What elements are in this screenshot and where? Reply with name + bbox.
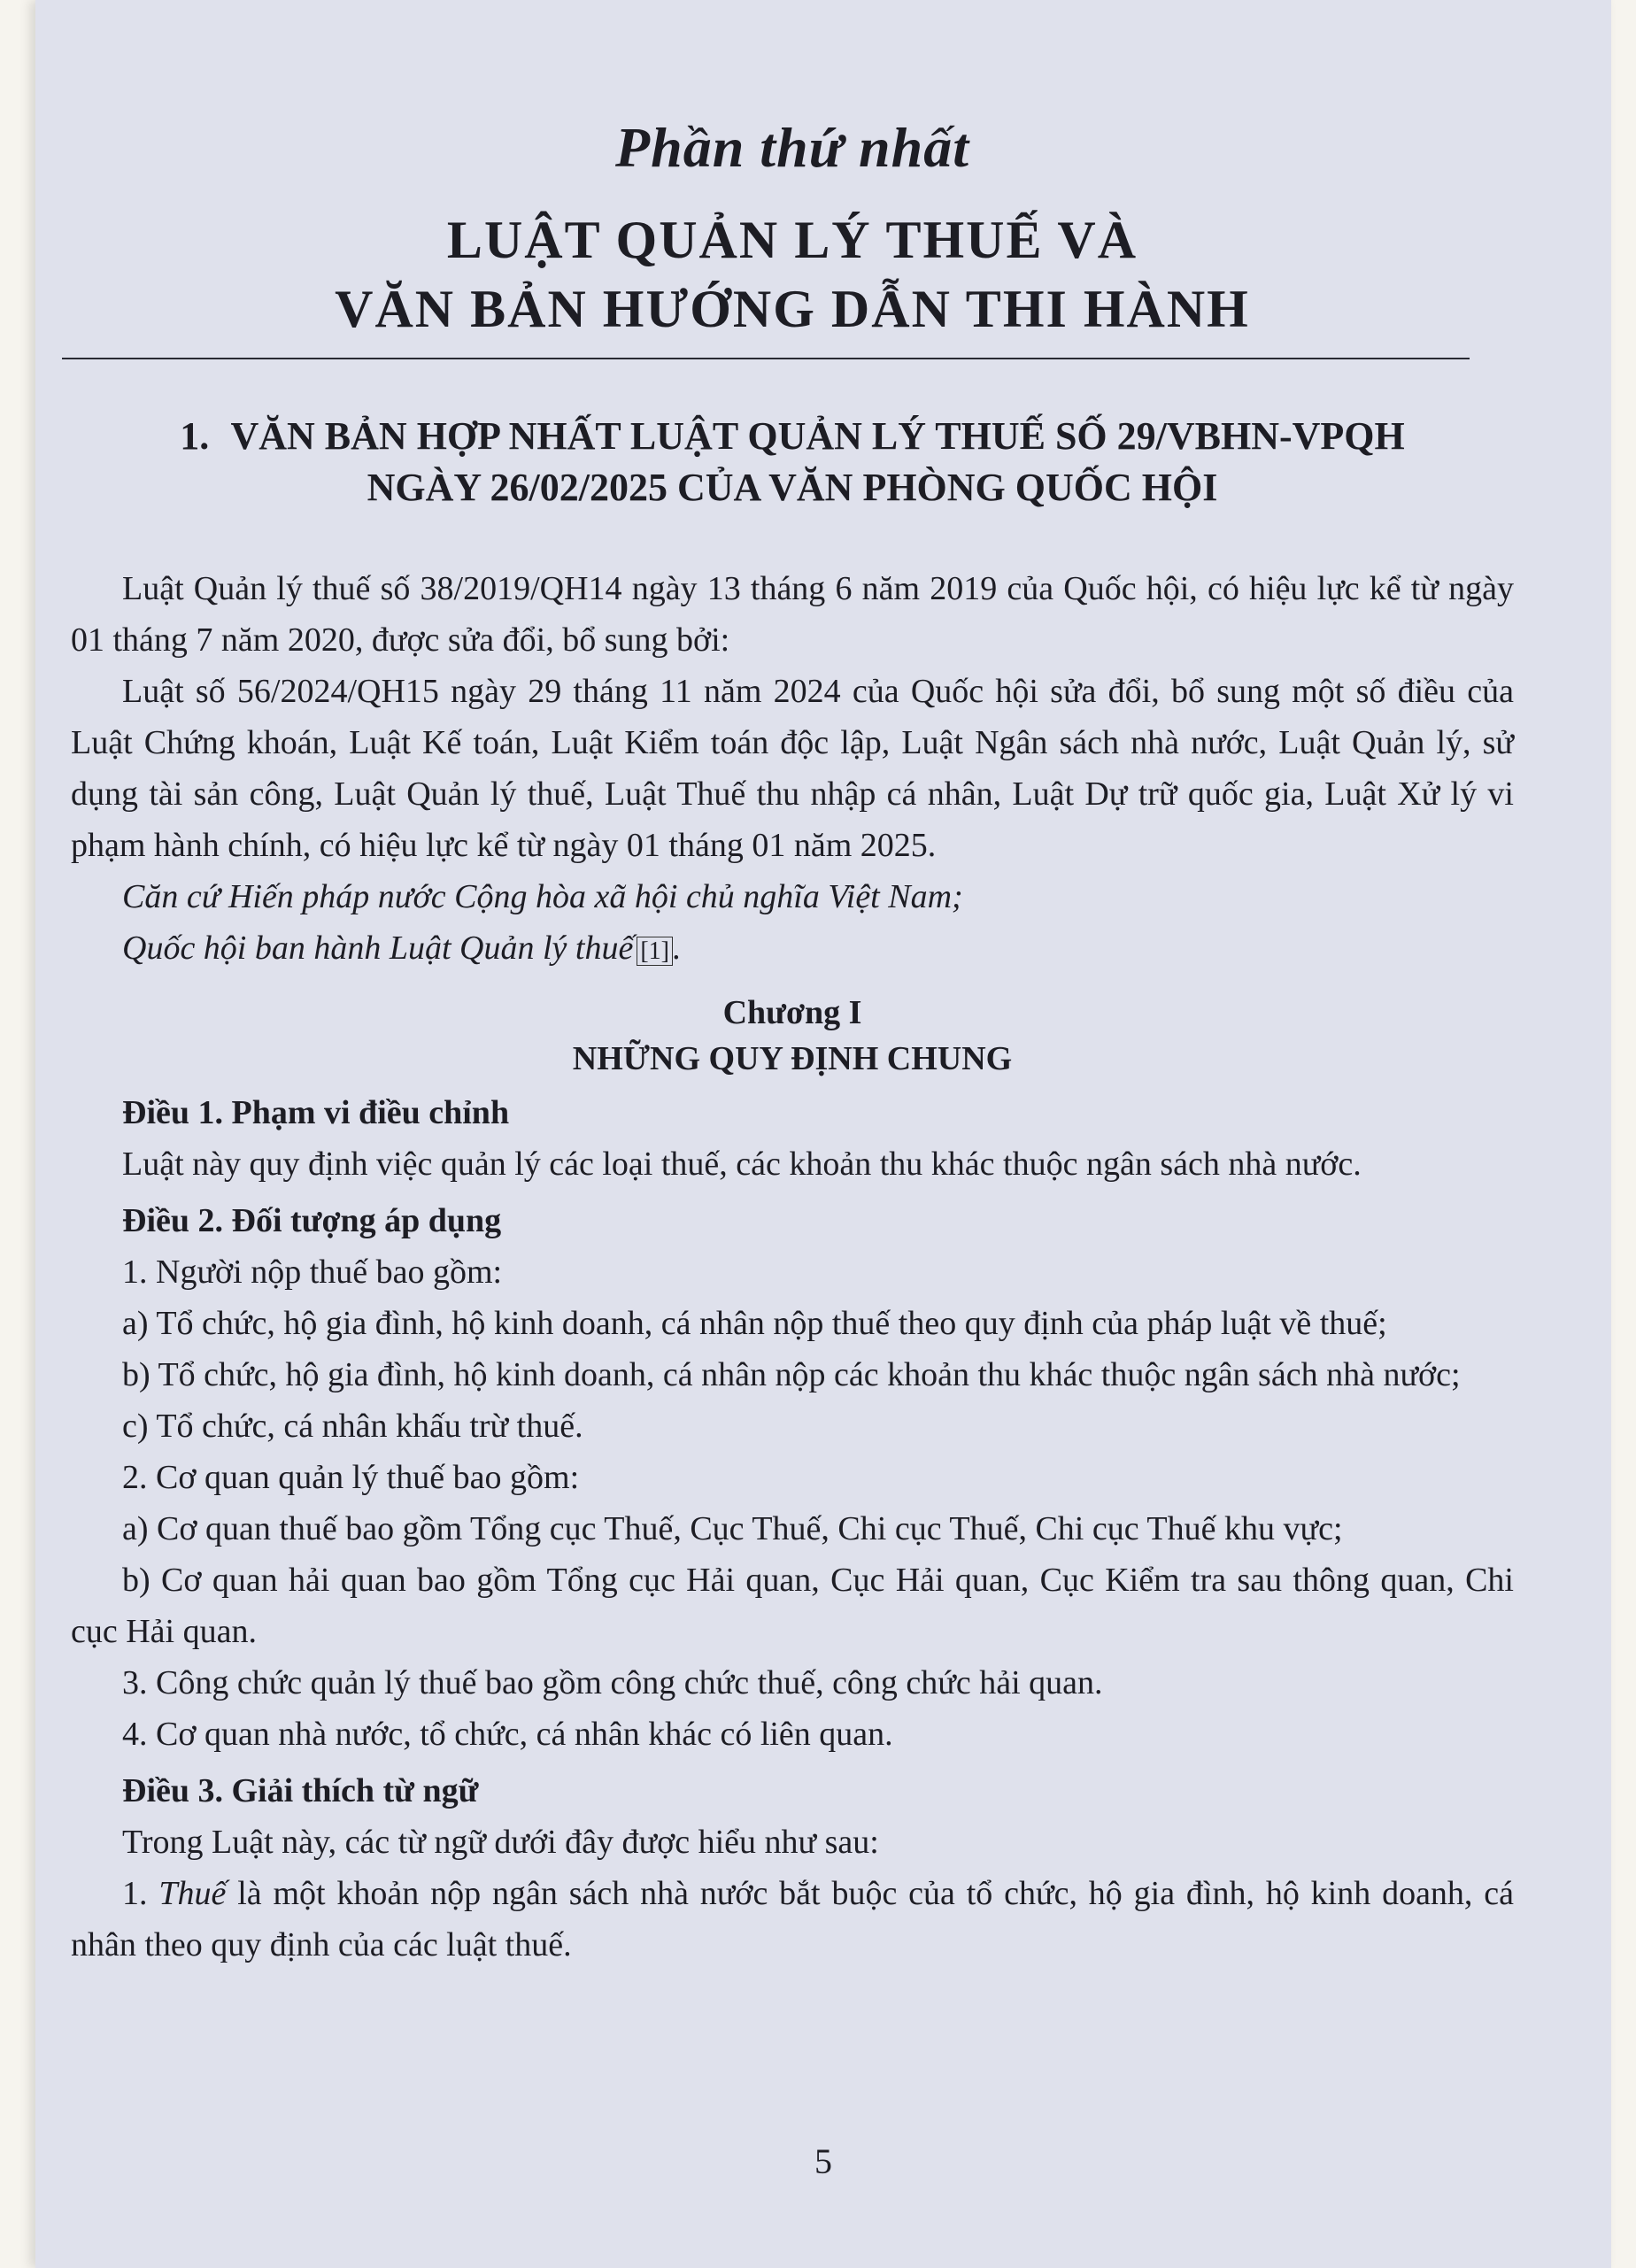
title-divider [62,358,1470,359]
article-2-item: 3. Công chức quản lý thuế bao gồm công chức thuế, công chức hải quan. [122,1664,1103,1701]
item-number: 1. [122,1875,159,1912]
article-3-intro: Trong Luật này, các từ ngữ dưới đây được hiểu như sau: [122,1824,879,1861]
article-1-heading: Điều 1. Phạm vi điều chỉnh [122,1094,510,1131]
article-3-heading: Điều 3. Giải thích từ ngữ [122,1772,479,1809]
article-2-item: 4. Cơ quan nhà nước, tổ chức, cá nhân khác có liên quan. [122,1716,893,1753]
book-title-line1: LUẬT QUẢN LÝ THUẾ VÀ [446,211,1138,269]
footnote-ref[interactable]: [1] [637,937,673,966]
article-1-text: Luật này quy định việc quản lý các loại thuế, các khoản thu khác thuộc ngân sách nhà nước. [122,1146,1362,1183]
page-number: 5 [814,2141,832,2181]
book-title-line2: VĂN BẢN HƯỚNG DẪN THI HÀNH [335,280,1250,338]
document-title-line2: NGÀY 26/02/2025 CỦA VĂN PHÒNG QUỐC HỘI [367,466,1218,509]
article-2-item: b) Cơ quan hải quan bao gồm Tổng cục Hải quan, Cục Hải quan, Cục Kiểm tra sau thông quan, Chi cục Hải quan. [71,1562,1514,1650]
page-content [71,115,1514,1971]
enactment-line [71,922,1514,977]
article-2-heading: Điều 2. Đối tượng áp dụng [122,1202,502,1239]
part-title: Phần thứ nhất [615,116,969,179]
body-text [71,563,1514,1971]
enactment-text: Quốc hội ban hành Luật Quản lý thuế [122,930,634,967]
book-page [35,0,1611,2268]
intro-paragraph-1: Luật Quản lý thuế số 38/2019/QH14 ngày 13 tháng 6 năm 2019 của Quốc hội, có hiệu lực kể từ ngày 01 tháng 7 năm 2020, được sửa đổi, bổ sung bởi: [71,570,1514,659]
article-3-item-1 [71,1868,1514,1971]
definition-text: là một khoản nộp ngân sách nhà nước bắt buộc của tổ chức, hộ gia đình, hộ kinh doanh, cá nhân theo quy định của các luật thuế. [71,1875,1515,1963]
defined-term: Thuế [158,1875,227,1912]
article-2-item: 1. Người nộp thuế bao gồm: [122,1254,503,1291]
article-2-item: b) Tổ chức, hộ gia đình, hộ kinh doanh, cá nhân nộp các khoản thu khác thuộc ngân sách nhà nước; [122,1356,1461,1393]
document-title [71,411,1514,513]
chapter-title: NHỮNG QUY ĐỊNH CHUNG [572,1040,1013,1077]
document-number: 1. [180,414,210,458]
article-2-item: a) Cơ quan thuế bao gồm Tổng cục Thuế, Cục Thuế, Chi cục Thuế, Chi cục Thuế khu vực; [122,1510,1343,1547]
document-title-line1: VĂN BẢN HỢP NHẤT LUẬT QUẢN LÝ THUẾ SỐ 29/VBHN-VPQH [230,414,1405,458]
enactment-end: . [673,930,682,967]
intro-paragraph-2: Luật số 56/2024/QH15 ngày 29 tháng 11 năm 2024 của Quốc hội sửa đổi, bổ sung một số điều của Luật Chứng khoán, Luật Kế toán, Luật Kiểm toán độc lập, Luật Ngân sách nhà nước, Luật Quản lý, sử dụng tài sản công, Luật Quản lý thuế, Luật Thuế thu nhập cá nhân, Luật Dự trữ quốc gia, Luật Xử lý vi phạm hành chính, có hiệu lực kể từ ngày 01 tháng 01 năm 2025. [71,673,1514,864]
legal-basis: Căn cứ Hiến pháp nước Cộng hòa xã hội chủ nghĩa Việt Nam; [122,878,963,915]
article-2-item: 2. Cơ quan quản lý thuế bao gồm: [122,1459,580,1496]
chapter-label: Chương I [722,994,862,1031]
article-2-item: a) Tổ chức, hộ gia đình, hộ kinh doanh, cá nhân nộp thuế theo quy định của pháp luật về thuế; [122,1305,1387,1342]
chapter-heading [71,990,1514,1082]
article-2-item: c) Tổ chức, cá nhân khấu trừ thuế. [122,1408,583,1445]
book-title [71,205,1514,343]
